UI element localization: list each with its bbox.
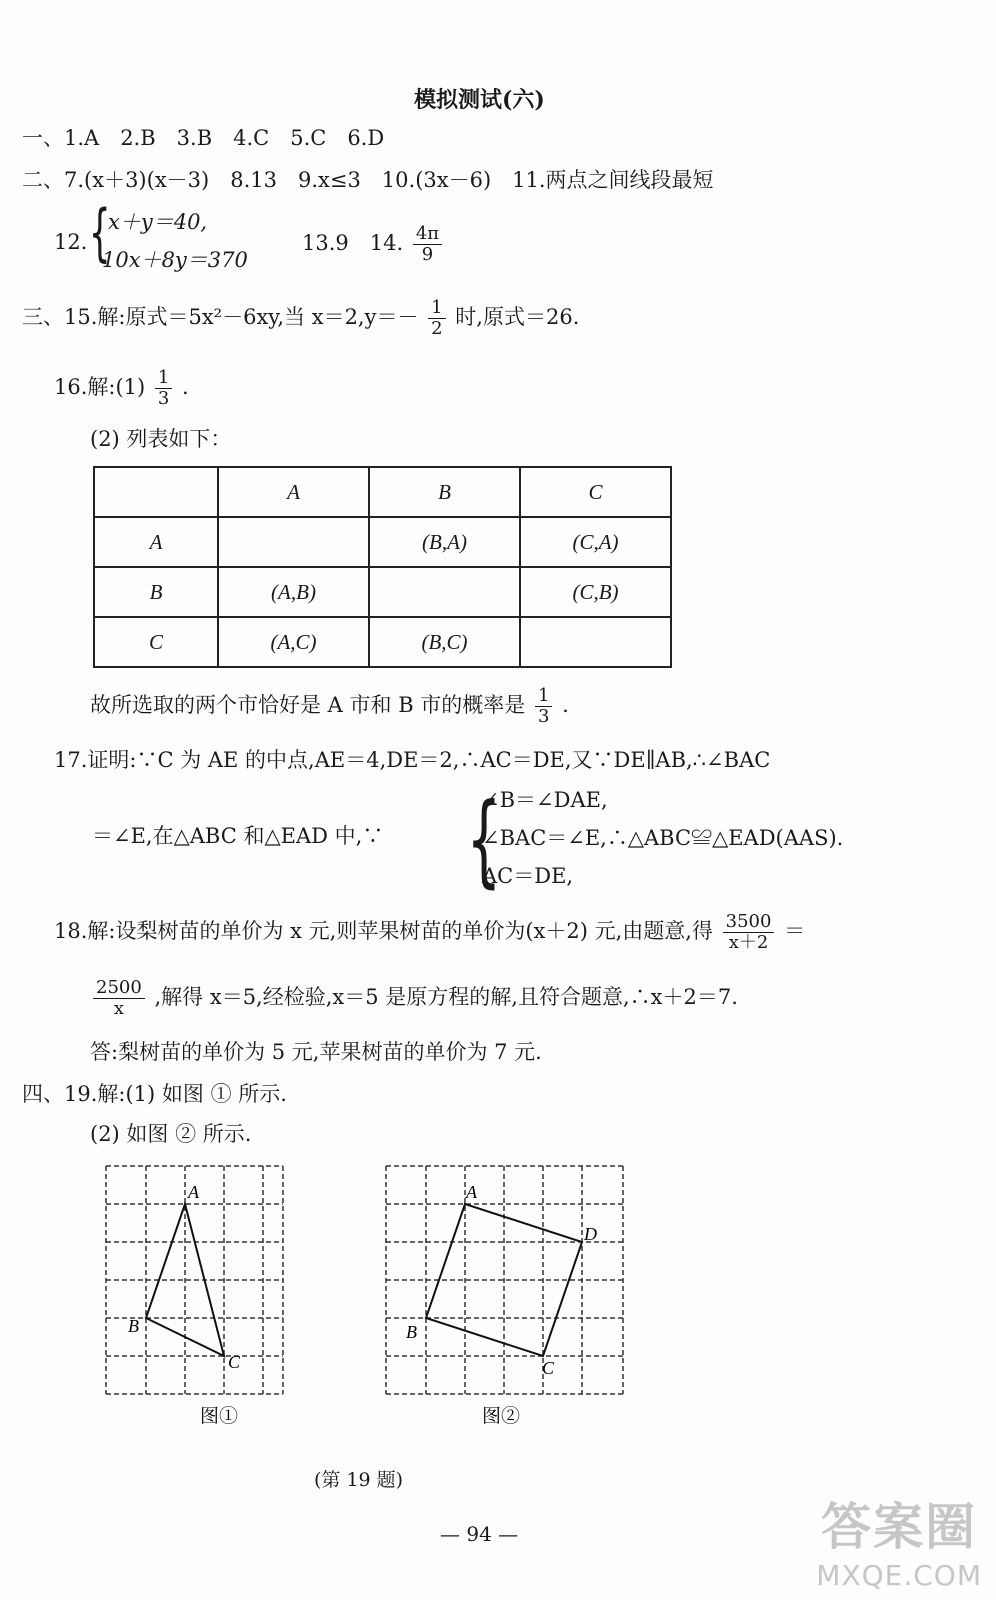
q18-f1-den: x＋2 (728, 932, 769, 953)
q16-conclusion-text: 故所选取的两个市恰好是 A 市和 B 市的概率是 (90, 693, 526, 717)
section-2-answers: 二、7.(x＋3)(x－3) 8.13 9.x≤3 10.(3x－6) 11.两点之间线段最短 (22, 168, 714, 192)
q18-line2 (90, 978, 738, 1019)
q18-text2: ,解得 x＝5,经检验,x＝5 是原方程的解,且符合题意,∴x＋2＝7. (154, 985, 738, 1009)
table-cell: (B,A) (369, 517, 520, 567)
table-cell: C (520, 467, 671, 517)
q16-conclusion (90, 686, 569, 727)
q18-fraction-2 (93, 978, 145, 1019)
fig1-label-b: B (128, 1316, 139, 1336)
page-title: 模拟测试(六) (414, 87, 545, 113)
q12-fraction (413, 224, 442, 265)
q16-line2: (2) 列表如下： (90, 427, 232, 451)
q16-frac-den: 3 (157, 388, 170, 409)
fig1-caption: 图① (200, 1405, 239, 1427)
table-cell (520, 617, 671, 667)
table-cell: (C,B) (520, 567, 671, 617)
table-cell (369, 567, 520, 617)
table-cell (218, 517, 369, 567)
q16-conclusion-frac-den: 3 (538, 706, 550, 727)
table-cell: (A,C) (218, 617, 369, 667)
q16-frac-num: 1 (155, 368, 172, 389)
q17-line2: ＝∠E,在△ABC 和△EAD 中,∵ (92, 824, 384, 848)
watermark-line2: MXQE.COM (816, 1559, 982, 1592)
fig2-label-c: C (542, 1358, 555, 1378)
table-row (94, 567, 671, 617)
q12-brace: { (88, 196, 111, 269)
q16-conclusion-fraction (535, 686, 552, 727)
figure-1 (100, 1160, 290, 1430)
figure-caption: (第 19 题) (314, 1469, 404, 1491)
q17-line1: 17.证明:∵C 为 AE 的中点,AE＝4,DE＝2,∴AC＝DE,又∵DE∥AB,∴∠BAC (54, 748, 771, 772)
q16-end: . (182, 375, 189, 399)
table-row (94, 617, 671, 667)
q12-frac-num: 4π (413, 224, 442, 245)
table-cell: A (218, 467, 369, 517)
q17-brace: { (466, 781, 502, 898)
fig1-label-c: C (228, 1352, 241, 1372)
q16-line1 (54, 368, 189, 409)
q16-label: 16.解:(1) (54, 375, 146, 399)
q18-text1: 18.解:设梨树苗的单价为 x 元,则苹果树苗的单价为(x＋2) 元,由题意,得 (54, 919, 713, 943)
probability-table (93, 466, 672, 668)
grid-lines-2 (386, 1166, 623, 1394)
table-cell: (B,C) (369, 617, 520, 667)
q12-frac-den: 9 (421, 244, 434, 265)
q12-prefix: 12. (54, 230, 88, 254)
q15-frac-den: 2 (431, 318, 443, 339)
figure-2 (380, 1160, 630, 1430)
q15-text1: 三、15.解:原式＝5x²－6xy,当 x＝2,y＝－ (22, 305, 419, 329)
q18-f2-num: 2500 (93, 978, 145, 999)
q15 (22, 298, 579, 339)
section-1-answers: 一、1.A 2.B 3.B 4.C 5.C 6.D (22, 126, 385, 150)
q12-eq1: x＋y＝40, (108, 210, 208, 234)
fig2-label-d: D (584, 1224, 597, 1244)
fig2-caption: 图② (482, 1405, 521, 1427)
table-header-row (94, 467, 671, 517)
q15-fraction (428, 298, 445, 339)
watermark-line1: 答案圈 (821, 1498, 978, 1556)
q16-fraction (155, 368, 172, 409)
q17-cond2: ∠BAC＝∠E,∴△ABC≌△EAD(AAS). (482, 826, 844, 850)
page-number: — 94 — (440, 1522, 519, 1546)
fig2-label-b: B (406, 1322, 417, 1342)
q18-answer: 答:梨树苗的单价为 5 元,苹果树苗的单价为 7 元. (90, 1040, 542, 1064)
table-cell: (C,A) (520, 517, 671, 567)
q16-conclusion-frac-num: 1 (535, 686, 552, 707)
q12-eq2: 10x＋8y＝370 (102, 248, 248, 272)
q18-f1-num: 3500 (723, 912, 775, 933)
q18-line1 (54, 912, 805, 953)
q18-fraction-1 (723, 912, 775, 953)
watermark-logo (816, 1487, 982, 1592)
table-cell: C (94, 617, 218, 667)
q16-conclusion-end: . (562, 693, 569, 717)
q17-cond1: ∠B＝∠DAE, (482, 788, 608, 812)
fig2-label-a: A (466, 1182, 477, 1202)
q18-f2-den: x (113, 998, 124, 1019)
table-cell: (A,B) (218, 567, 369, 617)
q12-rest (302, 224, 445, 265)
q15-text2: 时,原式＝26. (455, 305, 580, 329)
q18-equals: ＝ (784, 919, 806, 943)
table-cell: B (94, 567, 218, 617)
q12-rest-text: 13.9 14. (302, 231, 404, 255)
table-row (94, 517, 671, 567)
table-cell (94, 467, 218, 517)
q19-line2: (2) 如图 ② 所示. (90, 1122, 252, 1146)
q19-line1: 四、19.解:(1) 如图 ① 所示. (22, 1082, 287, 1106)
fig1-label-a: A (188, 1182, 199, 1202)
table-cell: B (369, 467, 520, 517)
q15-frac-num: 1 (428, 298, 445, 319)
table-cell: A (94, 517, 218, 567)
q17-cond3: AC＝DE, (482, 864, 574, 888)
